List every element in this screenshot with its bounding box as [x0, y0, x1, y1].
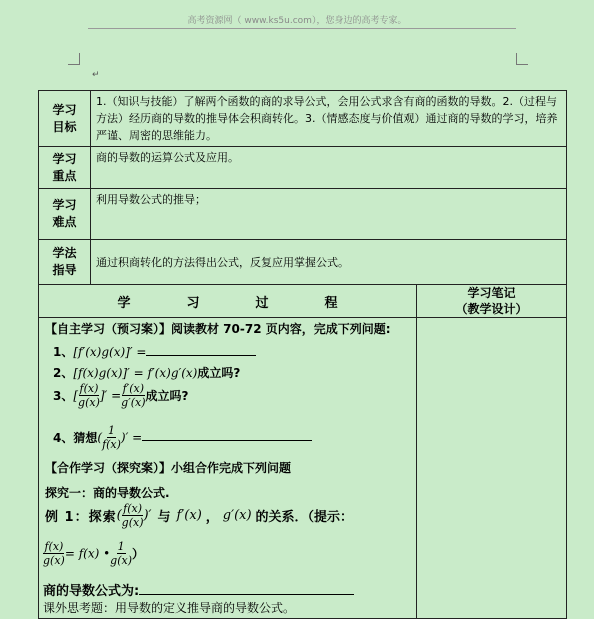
difficulty-label: 学习 难点: [39, 189, 91, 240]
question-4: 4、猜想( $\frac{1}{f(x)}$ )′ =: [53, 424, 312, 451]
explore-heading: 探究一：商的导数公式.: [45, 486, 170, 500]
paragraph-mark: ↵: [92, 70, 100, 80]
header-rule: [88, 28, 516, 29]
goal-label: 学习 目标: [39, 91, 91, 147]
question-2: 2、[f(x)g(x)]′ = f′(x)g′(x)成立吗?: [53, 366, 241, 380]
quotient-formula-line: 商的导数公式为:: [43, 580, 354, 599]
process-title: 学 习 过 程: [39, 285, 417, 318]
cooperative-heading: 【合作学习（探究案）】小组合作完成下列问题: [45, 461, 292, 475]
method-text: 通过积商转化的方法得出公式，反复应用掌握公式。: [91, 240, 567, 285]
right-corner-mark: [516, 53, 528, 65]
hint-formula: $\frac{f(x)}{g(x)}$ = f(x) • $\frac{1}{g(x)}$ ）: [43, 540, 145, 567]
notes-cell: [417, 318, 567, 619]
example-1: 例 1：探索( $\frac{f(x)}{g(x)}$ )′ 与 f′(x) ， g′(x) 的关系．（提示：: [45, 502, 354, 529]
notes-title: 学习笔记 （教学设计）: [417, 285, 567, 318]
self-study-heading: 【自主学习（预习案）】阅读教材 70-72 页内容，完成下列问题:: [45, 322, 391, 336]
page-header: 高考资源网（ www.ks5u.com），您身边的高考专家。: [187, 16, 407, 26]
question-1: 1、[f′(x)g(x)]′ =: [53, 343, 256, 360]
question-3: 3、[ $\frac{f(x)}{g(x)}$ ]′ = $\frac{f'(x)}{g'(x)}$ 成立吗?: [53, 382, 189, 409]
key-point-label: 学习 重点: [39, 147, 91, 189]
key-point-text: 商的导数的运算公式及应用。: [91, 147, 567, 189]
extra-thinking-question: 课外思考题：用导数的定义推导商的导数公式。: [43, 601, 296, 615]
study-process-cell: [39, 318, 417, 619]
method-label: 学法 指导: [39, 240, 91, 285]
study-plan-table: [38, 90, 567, 619]
left-corner-mark: [68, 53, 80, 65]
difficulty-text: 利用导数公式的推导；: [91, 189, 567, 240]
goal-text: 1.（知识与技能）了解两个函数的商的求导公式，会用公式求含有商的函数的导数。2.（过程与方法）经历商的导数的推导体会积商转化。3.（情感态度与价值观）通过商的导数的学习，培养严谨、周密的思维能力。: [91, 91, 567, 147]
